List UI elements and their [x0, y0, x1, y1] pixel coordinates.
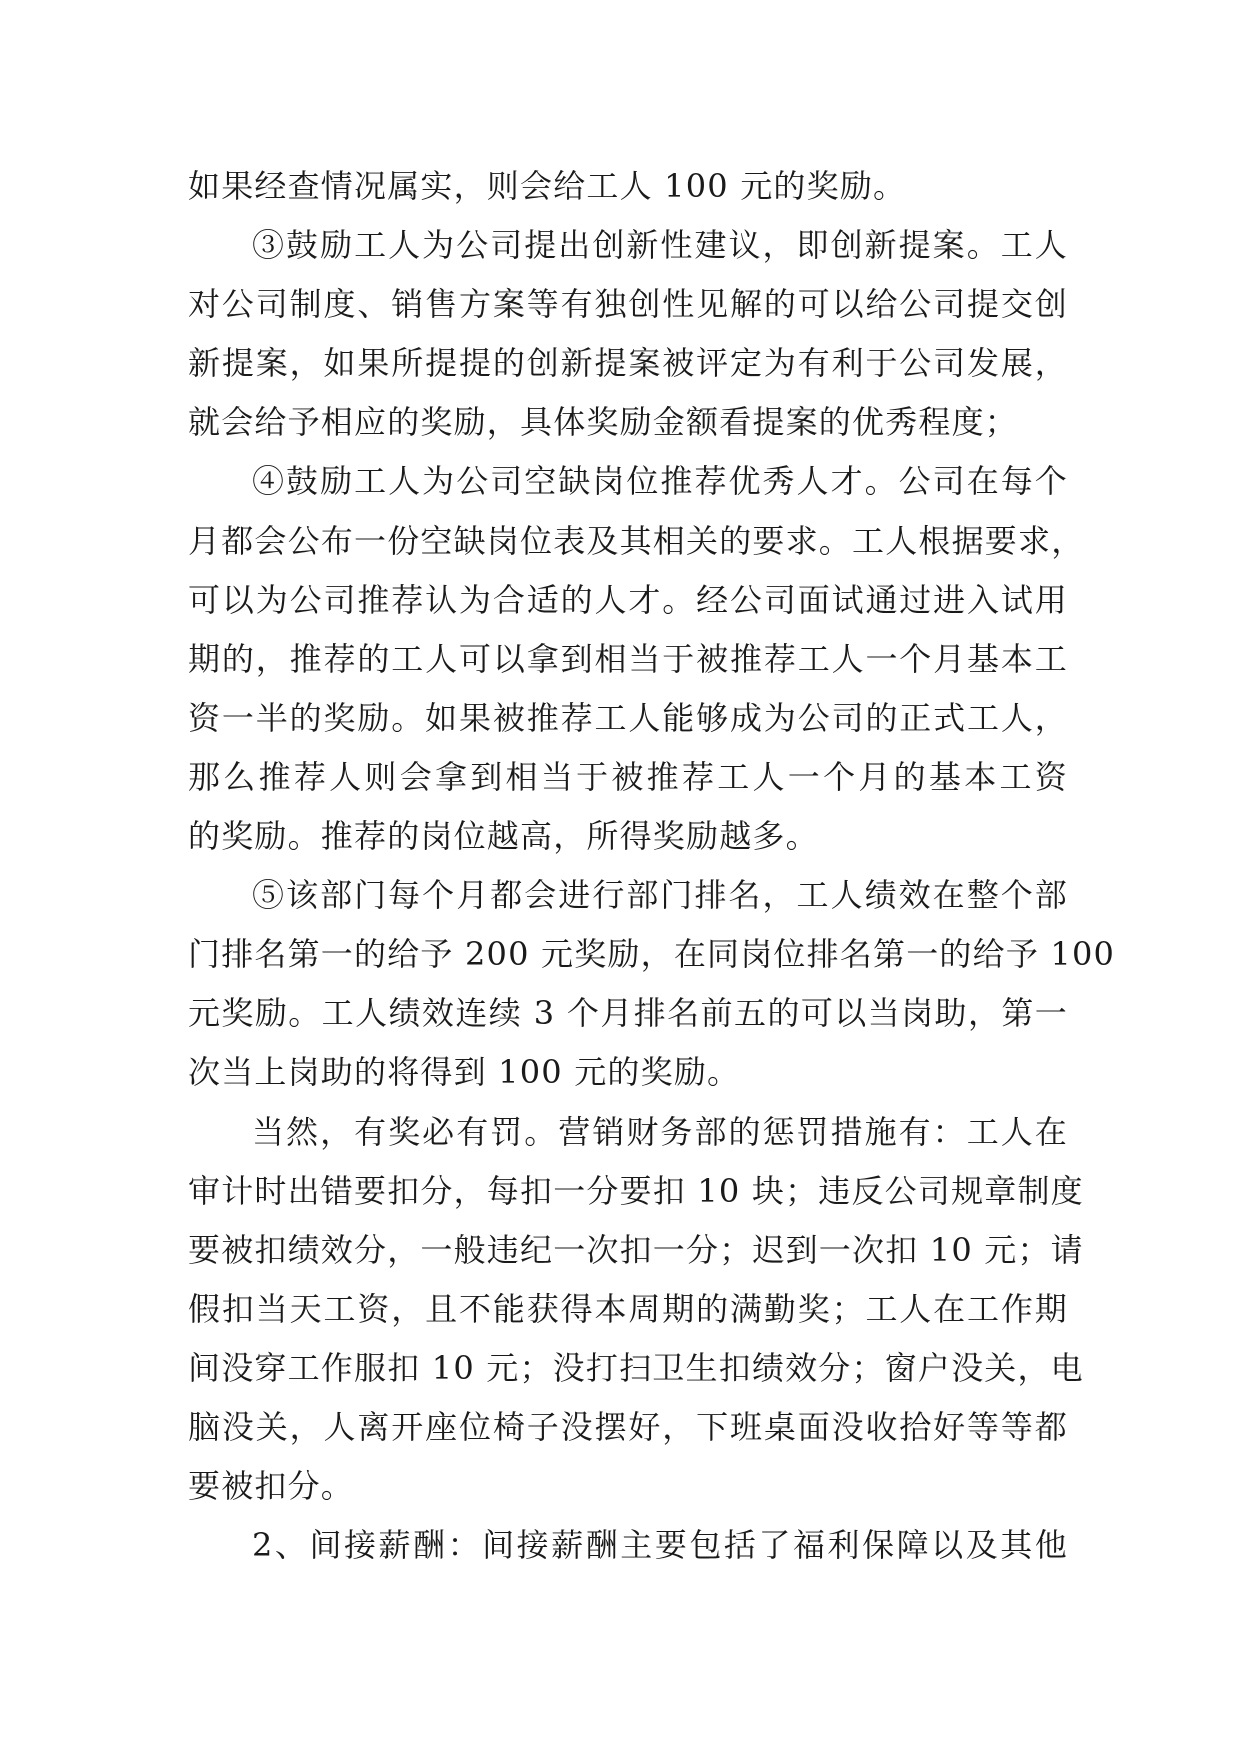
text-line: 间没穿工作服扣 10 元；没打扫卫生扣绩效分；窗户没关，电: [188, 1348, 1084, 1387]
text-line: 对公司制度、销售方案等有独创性见解的可以给公司提交创: [188, 285, 1068, 324]
text-line: ⑤该部门每个月都会进行部门排名，工人绩效在整个部: [252, 876, 1068, 915]
text-line: 如果经查情况属实，则会给工人 100 元的奖励。: [188, 167, 907, 205]
text-line: 那么推荐人则会拿到相当于被推荐工人一个月的基本工资: [188, 757, 1068, 796]
text-line: 可以为公司推荐认为合适的人才。经公司面试通过进入试用: [188, 580, 1068, 619]
text-line: 要被扣分。: [188, 1467, 355, 1506]
text-line: 次当上岗助的将得到 100 元的奖励。: [188, 1053, 741, 1092]
text-line: 2、间接薪酬：间接薪酬主要包括了福利保障以及其他: [252, 1526, 1068, 1565]
text-line: 期的，推荐的工人可以拿到相当于被推荐工人一个月基本工: [188, 639, 1068, 678]
text-line: ④鼓励工人为公司空缺岗位推荐优秀人才。公司在每个: [252, 462, 1068, 501]
text-line: 假扣当天工资，且不能获得本周期的满勤奖；工人在工作期: [188, 1289, 1068, 1328]
text-line: ③鼓励工人为公司提出创新性建议，即创新提案。工人: [252, 226, 1068, 265]
text-line: 月都会公布一份空缺岗位表及其相关的要求。工人根据要求，: [188, 521, 1085, 560]
text-line: 当然，有奖必有罚。营销财务部的惩罚措施有：工人在: [252, 1112, 1068, 1151]
text-line: 脑没关，人离开座位椅子没摆好，下班桌面没收拾好等等都: [188, 1407, 1068, 1446]
text-line: 要被扣绩效分，一般违纪一次扣一分；迟到一次扣 10 元；请: [188, 1230, 1084, 1269]
text-line: 新提案，如果所提提的创新提案被评定为有利于公司发展，: [188, 344, 1068, 383]
body-text: [188, 157, 1116, 1575]
text-line: 门排名第一的给予 200 元奖励，在同岗位排名第一的给予 100: [188, 935, 1116, 974]
text-line: 审计时出错要扣分，每扣一分要扣 10 块；违反公司规章制度: [188, 1171, 1084, 1210]
text-line: 的奖励。推荐的岗位越高，所得奖励越多。: [188, 817, 819, 856]
text-line: 元奖励。工人绩效连续 3 个月排名前五的可以当岗助，第一: [188, 994, 1068, 1033]
text-line: 资一半的奖励。如果被推荐工人能够成为公司的正式工人，: [188, 698, 1068, 737]
text-line: 就会给予相应的奖励，具体奖励金额看提案的优秀程度；: [188, 403, 1019, 442]
